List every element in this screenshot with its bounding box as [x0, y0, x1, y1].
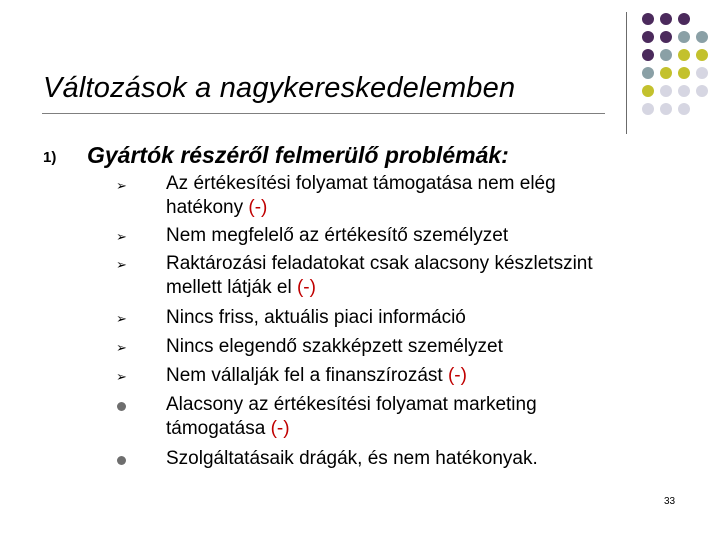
decorative-dot	[696, 67, 708, 79]
list-item: Raktározási feladatokat csak alacsony készletszint mellett látják el (-)	[166, 253, 593, 298]
page-title: Változások a nagykereskedelemben	[43, 72, 516, 104]
circle-bullet-icon	[117, 456, 126, 465]
title-underline	[42, 113, 605, 114]
arrow-bullet-icon: ➢	[116, 369, 127, 384]
decorative-dot	[642, 103, 654, 115]
decorative-dot	[660, 49, 672, 61]
negative-mark: (-)	[270, 418, 290, 439]
negative-mark: (-)	[248, 197, 268, 218]
arrow-bullet-icon: ➢	[116, 229, 127, 244]
decorative-dot	[642, 67, 654, 79]
list-item: Nincs elegendő szakképzett személyzet	[166, 336, 503, 357]
decorative-dot	[696, 31, 708, 43]
decorative-dot	[696, 49, 708, 61]
decorative-dot	[642, 31, 654, 43]
decorative-dot	[696, 85, 708, 97]
arrow-bullet-icon: ➢	[116, 257, 127, 272]
decorative-dot	[660, 13, 672, 25]
list-item: Nem megfelelő az értékesítő személyzet	[166, 225, 509, 246]
section-heading: Gyártók részéről felmerülő problémák:	[87, 142, 509, 168]
arrow-bullet-icon: ➢	[116, 340, 127, 355]
list-item: Nem vállalják fel a finanszírozást (-)	[166, 365, 467, 386]
negative-mark: (-)	[447, 365, 467, 386]
vertical-divider	[626, 12, 627, 134]
negative-mark: (-)	[296, 277, 316, 298]
decorative-dot	[660, 103, 672, 115]
list-item: Az értékesítési folyamat támogatása nem elég hatékony (-)	[166, 173, 556, 218]
list-item: Alacsony az értékesítési folyamat marketing támogatása (-)	[166, 394, 537, 439]
decorative-dot	[660, 31, 672, 43]
arrow-bullet-icon: ➢	[116, 178, 127, 193]
list-item: Nincs friss, aktuális piaci információ	[166, 307, 466, 328]
decorative-dot	[678, 67, 690, 79]
page-number: 33	[664, 496, 676, 507]
arrow-bullet-icon: ➢	[116, 311, 127, 326]
decorative-dot	[642, 13, 654, 25]
decorative-dot	[660, 85, 672, 97]
decorative-dot	[642, 85, 654, 97]
decorative-dot	[678, 49, 690, 61]
circle-bullet-icon	[117, 402, 126, 411]
decorative-dot	[642, 49, 654, 61]
decorative-dot	[678, 13, 690, 25]
decorative-dot	[678, 103, 690, 115]
section-number: 1)	[43, 149, 57, 166]
decorative-dot	[678, 31, 690, 43]
decorative-dot	[678, 85, 690, 97]
decorative-dot	[660, 67, 672, 79]
list-item: Szolgáltatásaik drágák, és nem hatékonyak.	[166, 448, 538, 469]
